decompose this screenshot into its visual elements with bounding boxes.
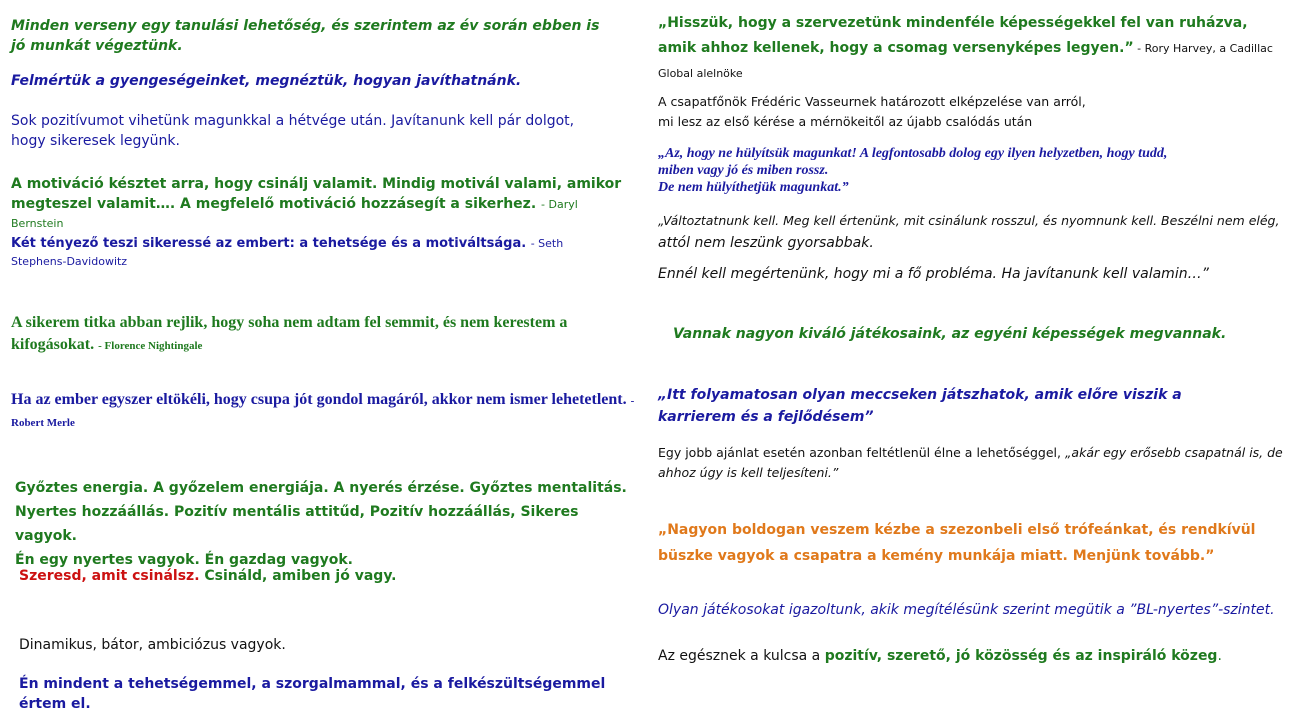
quote-winner-block bbox=[15, 476, 635, 572]
quote-bl-winner: Olyan játékosokat igazoltunk, akik megítélésünk szerint megütik a ”BL-nyertes”-szintet. bbox=[658, 602, 1275, 618]
quote-dynamic: Dinamikus, bátor, ambiciózus vagyok. bbox=[19, 637, 286, 653]
winner-line-1: Győztes energia. A győzelem energiája. A nyerés érzése. Győztes mentalitás. bbox=[15, 480, 627, 496]
quote-nightingale-author: - Florence Nightingale bbox=[98, 340, 203, 353]
quote-two-factors bbox=[11, 235, 611, 271]
vasseur-intro-line-1: A csapatfőnök Frédéric Vasseurnek határozott elképzelése van arról, bbox=[658, 94, 1086, 109]
vasseur-intro-line-2: mi lesz az első kérése a mérnökeitől az újabb csalódás után bbox=[658, 114, 1033, 129]
quote-learning-opportunity: Minden verseny egy tanulási lehetőség, és szerintem az év során ebben is jó munkát végeztünk. bbox=[11, 18, 600, 54]
quote-vasseur-1 bbox=[658, 145, 1288, 196]
key-community-b: pozitív, szerető, jó közösség és az inspiráló közeg bbox=[824, 648, 1218, 664]
quote-vasseur-3: Ennél kell megértenünk, hogy mi a fő probléma. Ha javítanunk kell valamin…” bbox=[658, 266, 1209, 282]
quote-motivation bbox=[11, 175, 631, 234]
quote-motivation-text: A motiváció késztet arra, hogy csinálj valamit. Mindig motivál valami, amikor megteszel valamit…. A megfelelő motiváció hozzásegít a sikerhez. bbox=[11, 176, 622, 212]
vasseur-2-b: attól nem leszünk gyorsabbak. bbox=[658, 235, 874, 251]
quote-cadillac-text: „Hisszük, hogy a szervezetünk mindenféle képességekkel fel van ruházva, amik ahhoz kellenek, hogy a csomag versenyképes legyen.” bbox=[658, 15, 1248, 56]
quote-career: „Itt folyamatosan olyan meccseken játszhatok, amik előre viszik a karrierem és a fejlődésem” bbox=[658, 387, 1182, 425]
winner-line-3: Én egy nyertes vagyok. Én gazdag vagyok. bbox=[15, 552, 354, 568]
quote-vasseur-2 bbox=[658, 210, 1288, 254]
quote-motivation-author: - Daryl Bernstein bbox=[11, 197, 578, 231]
quote-cadillac-author: - Rory Harvey, a Cadillac Global alelnöke bbox=[658, 42, 1273, 80]
quote-merle bbox=[11, 389, 636, 434]
quote-key-community bbox=[658, 647, 1288, 667]
key-community-a: Az egésznek a kulcsa a bbox=[658, 648, 825, 664]
quote-everything-earned: Én mindent a tehetségemmel, a szorgalmammal, és a felkészültségemmel értem el. bbox=[19, 676, 606, 712]
better-offer-a: Egy jobb ajánlat esetén azonban feltétlenül élne a lehetőséggel, bbox=[658, 445, 1061, 460]
quote-two-factors-text: Két tényező teszi sikeressé az embert: a tehetsége és a motiváltsága. bbox=[11, 236, 527, 251]
quote-cadillac bbox=[658, 11, 1283, 86]
vasseur-line-3: De nem hülyíthetjük magunkat.” bbox=[658, 180, 849, 195]
quote-love-what-you-do bbox=[19, 567, 619, 587]
quote-merle-text: Ha az ember egyszer eltökéli, hogy csupa jót gondol magáról, akkor nem ismer lehetetlent. bbox=[11, 391, 627, 408]
quote-trophy: „Nagyon boldogan veszem kézbe a szezonbeli első trófeánkat, és rendkívül büszke vagyok a csapatra a kemény munkája miatt. Menjünk tovább.” bbox=[658, 522, 1256, 564]
quote-players-skills: Vannak nagyon kiváló játékosaink, az egyéni képességek megvannak. bbox=[673, 326, 1227, 342]
key-community-c: . bbox=[1217, 648, 1222, 664]
quote-nightingale bbox=[11, 312, 636, 357]
quote-nightingale-text: A sikerem titka abban rejlik, hogy soha nem adtam fel semmit, és nem kerestem a kifogásokat. bbox=[11, 314, 568, 354]
quote-better-offer bbox=[658, 443, 1288, 483]
love-red-text: Szeresd, amit csinálsz. bbox=[19, 568, 200, 584]
quote-merle-author: - Robert Merle bbox=[11, 395, 635, 430]
vasseur-intro bbox=[658, 92, 1283, 132]
vasseur-line-2: miben vagy jó és miben rossz. bbox=[658, 163, 829, 178]
quote-weaknesses: Felmértük a gyengeségeinket, megnéztük, hogyan javíthatnánk. bbox=[11, 73, 522, 89]
love-green-text: Csináld, amiben jó vagy. bbox=[199, 568, 397, 584]
quote-positives: Sok pozitívumot vihetünk magunkkal a hétvége után. Javítanunk kell pár dolgot, hogy sikeresek legyünk. bbox=[11, 113, 575, 149]
vasseur-2-a: „Változtatnunk kell. Meg kell értenünk, mit csinálunk rosszul, és nyomnunk kell. Beszélni nem elég, bbox=[658, 213, 1280, 228]
quote-two-factors-author: - Seth Stephens-Davidowitz bbox=[11, 237, 564, 269]
winner-line-2: Nyertes hozzáállás. Pozitív mentális attitűd, Pozitív hozzáállás, Sikeres vagyok. bbox=[15, 504, 579, 544]
vasseur-line-1: „Az, hogy ne hülyítsük magunkat! A legfontosabb dolog egy ilyen helyzetben, hogy tudd, bbox=[658, 146, 1168, 161]
better-offer-b: „akár egy erősebb csapatnál is, de ahhoz úgy is kell teljesíteni.” bbox=[658, 445, 1283, 480]
